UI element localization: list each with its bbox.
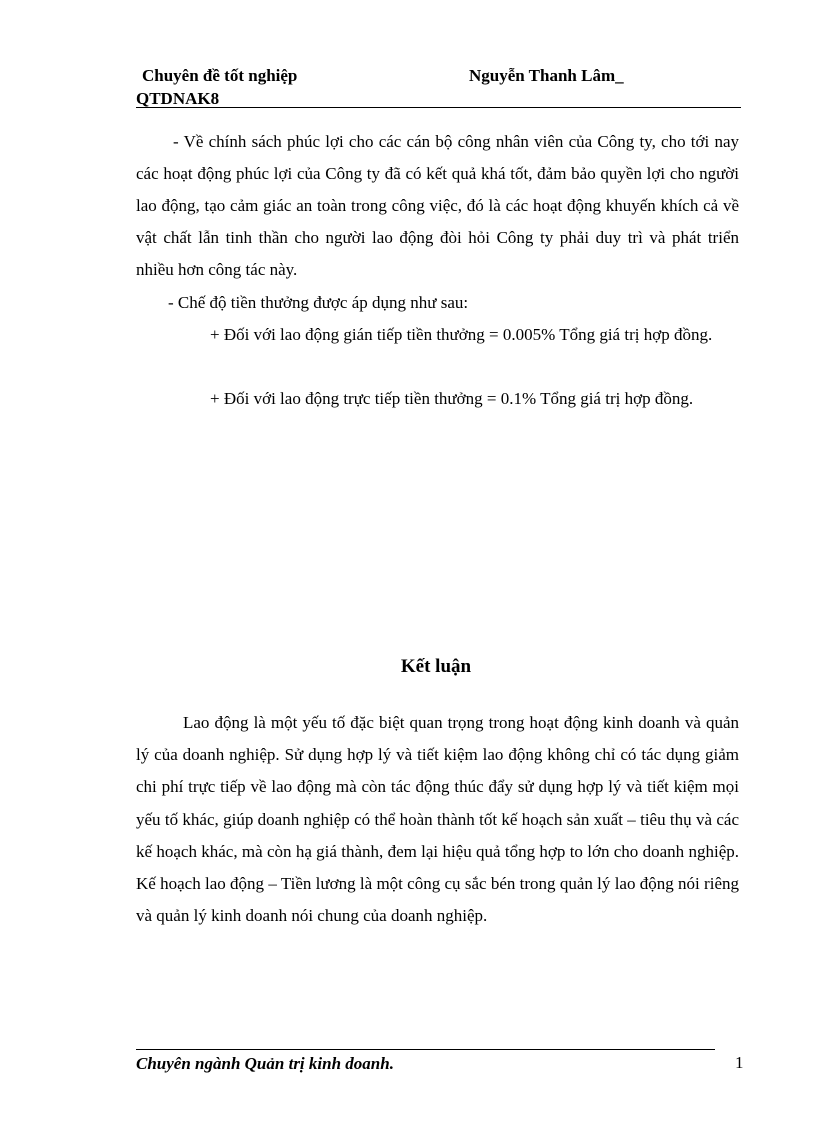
- bonus-direct-item: + Đối với lao động trực tiếp tiền thưởng = 0.1% Tổng giá trị hợp đồng.: [210, 389, 694, 408]
- footer-text: Chuyên ngành Quản trị kinh doanh.: [136, 1054, 394, 1073]
- page-number: 1: [735, 1053, 744, 1072]
- header-title: Chuyên đề tốt nghiệp: [142, 66, 298, 85]
- header-author: Nguyễn Thanh Lâm_: [469, 66, 624, 85]
- conclusion-heading: Kết luận: [400, 656, 472, 677]
- footer-divider: [136, 1049, 715, 1050]
- bonus-indirect-item: + Đối với lao động gián tiếp tiền thưởng = 0.005% Tổng giá trị hợp đồng.: [210, 325, 713, 344]
- header-divider: [136, 107, 741, 108]
- welfare-paragraph: - Về chính sách phúc lợi cho các cán bộ công nhân viên của Công ty, cho tới nay các hoạt động phúc lợi của Công ty đã có kết quả khá tốt, đảm bảo quyền lợi cho người lao động, tạo cảm giác an toàn trong công việc, đó là các hoạt động khuyến khích cả về vật chất lẫn tinh thần cho người lao động đòi hỏi Công ty phải duy trì và phát triển nhiều hơn công tác này.: [136, 132, 739, 279]
- header-class-code: QTDNAK8: [136, 89, 220, 108]
- bonus-intro: - Chế độ tiền thưởng được áp dụng như sau:: [168, 293, 469, 312]
- conclusion-paragraph: Lao động là một yếu tố đặc biệt quan trọng trong hoạt động kinh doanh và quản lý của doanh nghiệp. Sử dụng hợp lý và tiết kiệm lao động không chỉ có tác dụng giảm chi phí trực tiếp về lao động mà còn tác động thúc đẩy sử dụng hợp lý và tiết kiệm mọi yếu tố khác, giúp doanh nghiệp có thể hoàn thành tốt kế hoạch sản xuất – tiêu thụ và các kế hoạch khác, mà còn hạ giá thành, đem lại hiệu quả tổng hợp to lớn cho doanh nghiệp. Kế hoạch lao động – Tiền lương là một công cụ sắc bén trong quản lý lao động nói riêng và quản lý kinh doanh nói chung của doanh nghiệp.: [136, 713, 739, 926]
